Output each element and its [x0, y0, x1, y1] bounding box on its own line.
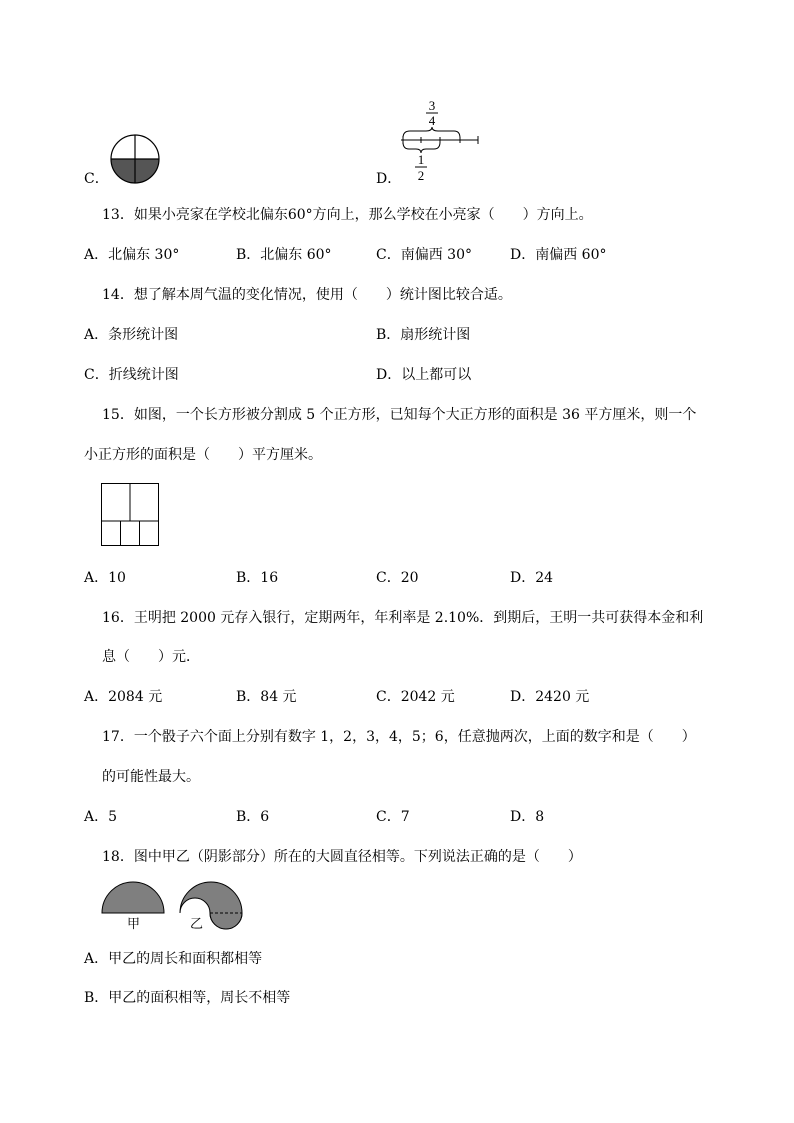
- fraction-top-numerator: 3: [428, 98, 436, 113]
- q17-option-d: D．8: [510, 809, 545, 825]
- q16-option-a: A．2084 元: [84, 689, 163, 705]
- q17-option-b: B．6: [236, 809, 270, 825]
- q17-stem-line1: 17．一个骰子六个面上分别有数字 1，2，3，4，5；6，任意抛两次，上面的数字和是（ ）: [102, 729, 696, 745]
- q12-option-d-label: D．: [376, 171, 402, 187]
- q18-option-b: B．甲乙的面积相等，周长不相等: [84, 990, 291, 1006]
- q14-option-b: B．扇形统计图: [376, 327, 471, 343]
- label-jia: 甲: [127, 917, 141, 932]
- q18-stem: 18．图中甲乙（阴影部分）所在的大圆直径相等。下列说法正确的是（ ）: [102, 849, 582, 865]
- q13-option-b: B．北偏东 60°: [236, 247, 332, 263]
- q15-stem-line1: 15．如图，一个长方形被分割成 5 个正方形，已知每个大正方形的面积是 36 平方厘米，则一个: [102, 407, 697, 423]
- fraction-bottom-denominator: 2: [417, 168, 425, 183]
- q14-option-c: C．折线统计图: [84, 367, 179, 383]
- quarter-circle-figure: [110, 134, 160, 184]
- q15-option-d: D．24: [510, 570, 554, 586]
- shape-yi-figure: [178, 882, 246, 930]
- q17-stem-line2: 的可能性最大。: [102, 769, 200, 785]
- q16-stem-line2: 息（ ）元．: [102, 649, 200, 665]
- q16-option-c: C．2042 元: [376, 689, 455, 705]
- fraction-brace-figure: [398, 96, 488, 186]
- q15-option-b: B．16: [236, 570, 279, 586]
- q16-stem-line1: 16．王明把 2000 元存入银行，定期两年，年利率是 2.10%．到期后，王明一共可获得本金和利: [102, 610, 704, 626]
- q16-option-b: B．84 元: [236, 689, 297, 705]
- q17-option-a: A．5: [84, 809, 118, 825]
- q15-stem-line2: 小正方形的面积是（ ）平方厘米。: [84, 447, 322, 463]
- q16-option-d: D．2420 元: [510, 689, 590, 705]
- q15-option-c: C．20: [376, 570, 419, 586]
- q15-option-a: A．10: [84, 570, 126, 586]
- q12-option-c-label: C．: [84, 171, 109, 187]
- q17-option-c: C．7: [376, 809, 410, 825]
- q13-option-c: C．南偏西 30°: [376, 247, 472, 263]
- q14-stem: 14．想了解本周气温的变化情况，使用（ ）统计图比较合适。: [102, 287, 512, 303]
- semicircle-jia-figure: [101, 882, 167, 916]
- q14-option-a: A．条形统计图: [84, 327, 179, 343]
- q18-option-a: A．甲乙的周长和面积都相等: [84, 951, 263, 967]
- q13-option-a: A．北偏东 30°: [84, 247, 180, 263]
- fraction-top-denominator: 4: [428, 113, 436, 128]
- q13-option-d: D．南偏西 60°: [510, 247, 607, 263]
- fraction-bottom-numerator: 1: [417, 152, 425, 167]
- q13-stem: 13．如果小亮家在学校北偏东60°方向上，那么学校在小亮家（ ）方向上。: [102, 207, 593, 223]
- q14-option-d: D．以上都可以: [376, 367, 472, 383]
- rectangle-squares-figure: [101, 483, 161, 547]
- label-yi: 乙: [190, 917, 204, 932]
